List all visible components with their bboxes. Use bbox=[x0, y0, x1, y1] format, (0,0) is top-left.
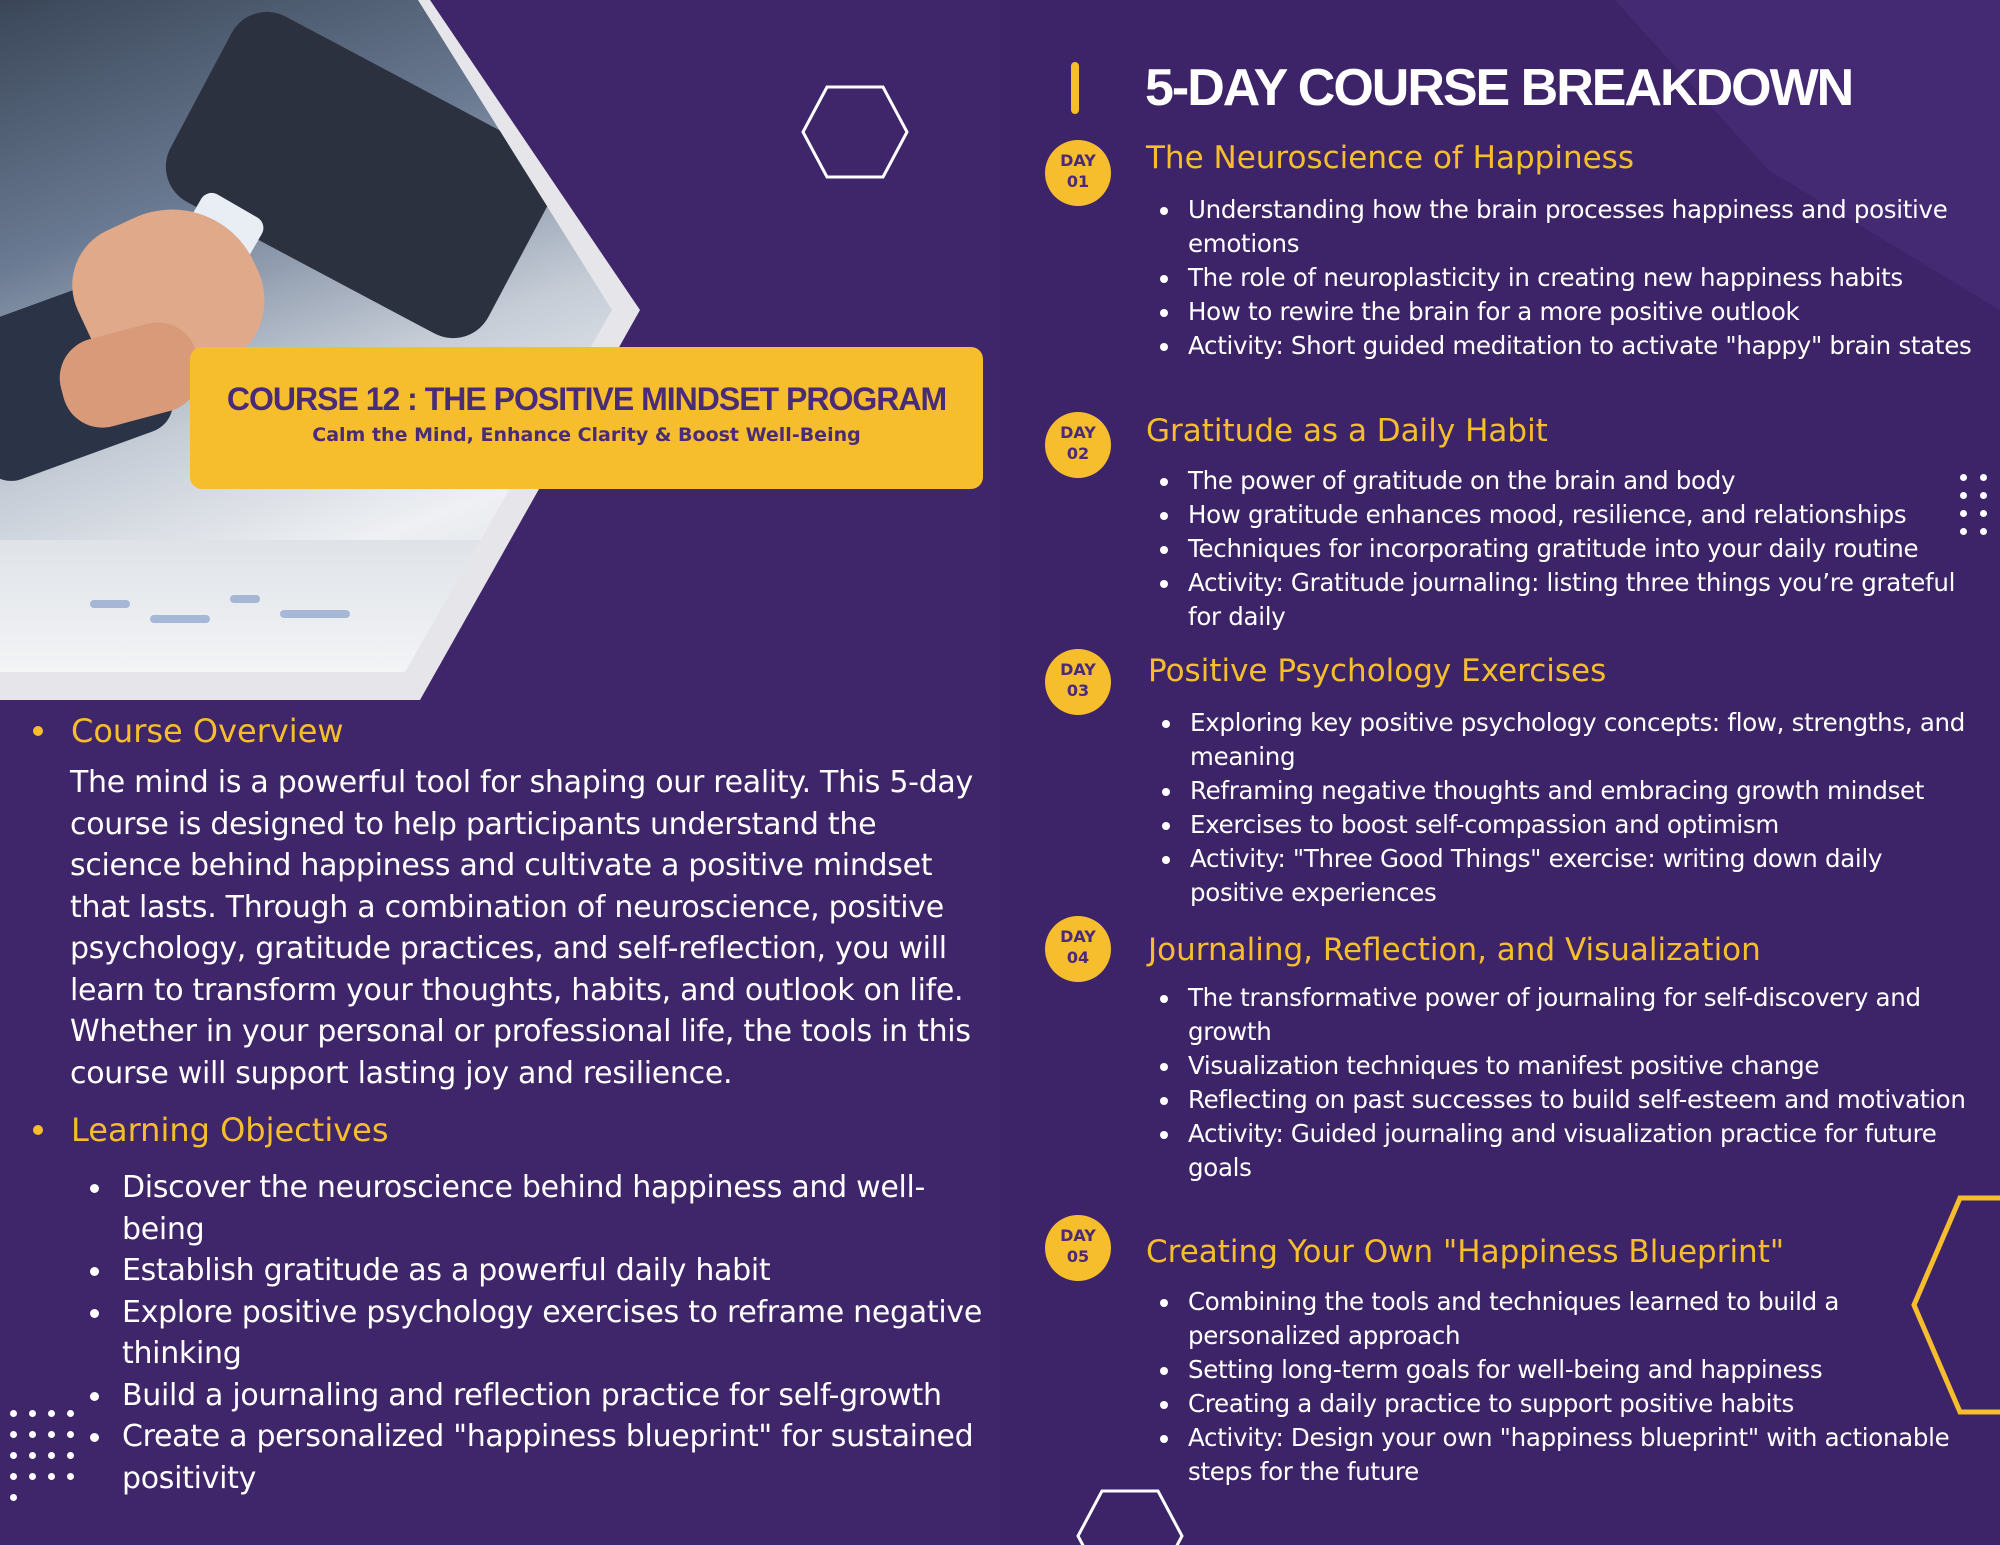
day-title-03: Positive Psychology Exercises bbox=[1148, 653, 1607, 689]
list-item: Setting long-term goals for well-being and happiness bbox=[1188, 1353, 1978, 1387]
list-item: Reflecting on past successes to build self-esteem and motivation bbox=[1188, 1083, 1978, 1117]
day-badge-01: DAY 01 bbox=[1045, 140, 1111, 206]
day-title-04: Journaling, Reflection, and Visualization bbox=[1148, 932, 1761, 968]
list-item: Understanding how the brain processes happiness and positive emotions bbox=[1188, 193, 1978, 261]
bullet-icon bbox=[33, 726, 43, 736]
list-item: Reframing negative thoughts and embracing growth mindset bbox=[1190, 774, 1980, 808]
list-item: Create a personalized "happiness blueprint" for sustained positivity bbox=[90, 1416, 990, 1499]
list-item: Activity: Short guided meditation to activate "happy" brain states bbox=[1188, 329, 1978, 363]
list-item: The power of gratitude on the brain and body bbox=[1188, 464, 1978, 498]
day-title-02: Gratitude as a Daily Habit bbox=[1146, 413, 1548, 449]
objectives-heading: Learning Objectives bbox=[33, 1111, 389, 1149]
list-item: Build a journaling and reflection practice for self-growth bbox=[90, 1375, 990, 1417]
list-item: Explore positive psychology exercises to reframe negative thinking bbox=[90, 1292, 990, 1375]
overview-heading: Course Overview bbox=[33, 712, 344, 750]
day-badge-04: DAY 04 bbox=[1045, 916, 1111, 982]
list-item: Techniques for incorporating gratitude into your daily routine bbox=[1188, 532, 1978, 566]
course-banner bbox=[190, 347, 983, 489]
overview-text: The mind is a powerful tool for shaping our reality. This 5-day course is designed to help participants understand the science behind happiness and cultivate a positive mindset that lasts. Through a combination of neuroscience, positive psychology, gratitude practices, and self-reflection, you will learn to transform your thoughts, habits, and outlook on life. Whether in your personal or professional life, the tools in this course will support lasting joy and resilience. bbox=[70, 765, 973, 1091]
day-list-05 bbox=[1188, 1285, 1978, 1489]
day-badge-02: DAY 02 bbox=[1045, 412, 1111, 478]
list-item: Exercises to boost self-compassion and optimism bbox=[1190, 808, 1980, 842]
day-title-01: The Neuroscience of Happiness bbox=[1146, 140, 1634, 176]
list-item: Exploring key positive psychology concepts: flow, strengths, and meaning bbox=[1190, 706, 1980, 774]
day-badge-03: DAY 03 bbox=[1045, 649, 1111, 715]
day-title-05: Creating Your Own "Happiness Blueprint" bbox=[1146, 1234, 1785, 1270]
list-item: Activity: Design your own "happiness blueprint" with actionable steps for the future bbox=[1188, 1421, 1978, 1489]
breakdown-title: 5-DAY COURSE BREAKDOWN bbox=[1145, 59, 1853, 117]
hexagon-outline-bottom bbox=[1075, 1488, 1185, 1545]
objectives-list bbox=[90, 1167, 990, 1499]
course-subtitle: Calm the Mind, Enhance Clarity & Boost Well-Being bbox=[312, 424, 861, 446]
handshake-photo bbox=[0, 0, 620, 672]
day-badge-05: DAY 05 bbox=[1045, 1215, 1111, 1281]
title-accent-bar bbox=[1071, 62, 1079, 114]
course-title: COURSE 12 : THE POSITIVE MINDSET PROGRAM bbox=[226, 381, 947, 417]
list-item: Creating a daily practice to support positive habits bbox=[1188, 1387, 1978, 1421]
day-list-03 bbox=[1190, 706, 1980, 910]
list-item: How gratitude enhances mood, resilience, and relationships bbox=[1188, 498, 1978, 532]
day-list-04 bbox=[1188, 981, 1978, 1185]
list-item: Activity: "Three Good Things" exercise: writing down daily positive experiences bbox=[1190, 842, 1980, 910]
dot-grid-left bbox=[10, 1410, 74, 1501]
hexagon-outline-top bbox=[800, 84, 910, 180]
day-list-01 bbox=[1188, 193, 1978, 363]
list-item: Activity: Gratitude journaling: listing three things you’re grateful for daily bbox=[1188, 566, 1978, 634]
list-item: Establish gratitude as a powerful daily habit bbox=[90, 1250, 990, 1292]
day-list-02 bbox=[1188, 464, 1978, 634]
list-item: Combining the tools and techniques learned to build a personalized approach bbox=[1188, 1285, 1978, 1353]
list-item: Discover the neuroscience behind happiness and well-being bbox=[90, 1167, 990, 1250]
list-item: Activity: Guided journaling and visualization practice for future goals bbox=[1188, 1117, 1978, 1185]
list-item: The role of neuroplasticity in creating new happiness habits bbox=[1188, 261, 1978, 295]
list-item: Visualization techniques to manifest positive change bbox=[1188, 1049, 1978, 1083]
list-item: The transformative power of journaling for self-discovery and growth bbox=[1188, 981, 1978, 1049]
bullet-icon bbox=[33, 1125, 43, 1135]
list-item: How to rewire the brain for a more positive outlook bbox=[1188, 295, 1978, 329]
